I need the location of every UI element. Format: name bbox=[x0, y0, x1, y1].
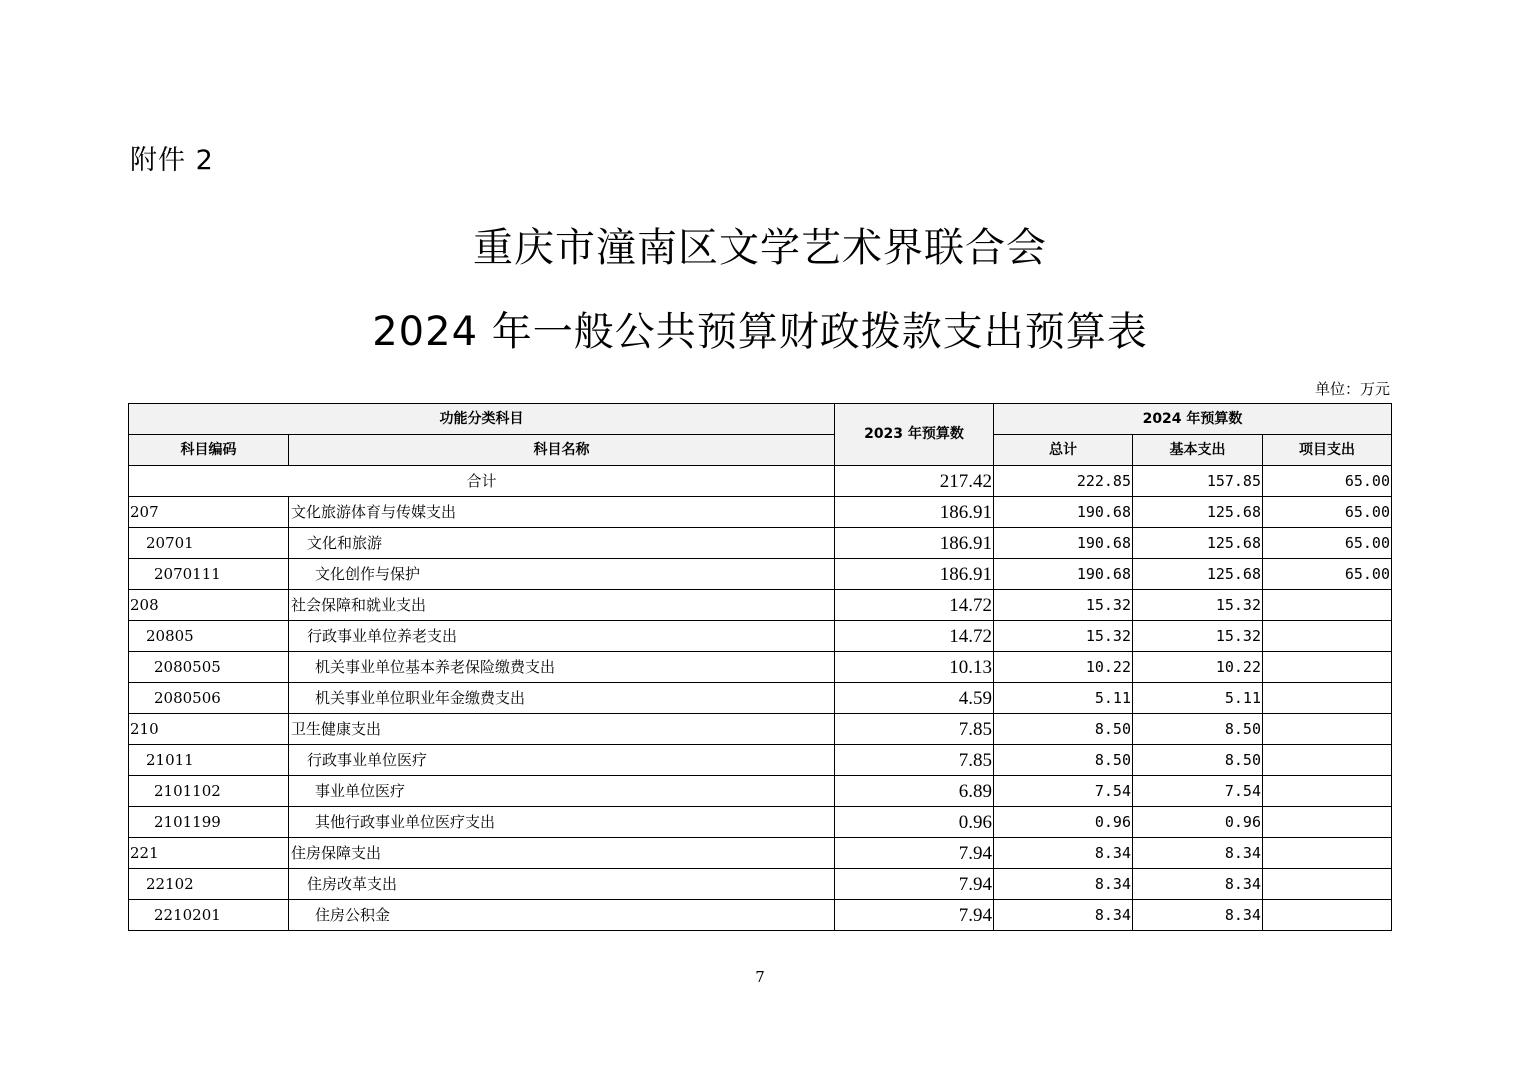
header-budget-2023: 2023 年预算数 bbox=[835, 404, 994, 466]
table-row bbox=[129, 528, 1392, 559]
budget-2023-value: 10.13 bbox=[835, 652, 994, 683]
project-value bbox=[1263, 900, 1392, 931]
header-project: 项目支出 bbox=[1263, 435, 1392, 466]
table-row bbox=[129, 683, 1392, 714]
table-row bbox=[129, 559, 1392, 590]
total-value: 10.22 bbox=[994, 652, 1133, 683]
budget-2023-value: 7.85 bbox=[835, 745, 994, 776]
project-value bbox=[1263, 745, 1392, 776]
subject-name: 行政事业单位养老支出 bbox=[289, 621, 835, 652]
total-value: 8.34 bbox=[994, 900, 1133, 931]
budget-2023-value: 7.94 bbox=[835, 900, 994, 931]
subject-code: 20701 bbox=[129, 528, 289, 559]
budget-2023-value: 0.96 bbox=[835, 807, 994, 838]
total-label: 合计 bbox=[129, 466, 835, 497]
total-value: 8.34 bbox=[994, 869, 1133, 900]
total-value: 15.32 bbox=[994, 590, 1133, 621]
subject-code: 210 bbox=[129, 714, 289, 745]
basic-value: 8.34 bbox=[1133, 838, 1263, 869]
document-subtitle: 2024 年一般公共预算财政拨款支出预算表 bbox=[372, 309, 1148, 355]
project-value bbox=[1263, 683, 1392, 714]
total-row bbox=[129, 466, 1392, 497]
project-value: 65.00 bbox=[1263, 559, 1392, 590]
subject-name: 机关事业单位职业年金缴费支出 bbox=[289, 683, 835, 714]
budget-2023-value: 7.85 bbox=[835, 714, 994, 745]
basic-value: 0.96 bbox=[1133, 807, 1263, 838]
header-code: 科目编码 bbox=[129, 435, 289, 466]
project-value bbox=[1263, 714, 1392, 745]
project-value bbox=[1263, 776, 1392, 807]
subject-name: 机关事业单位基本养老保险缴费支出 bbox=[289, 652, 835, 683]
table-row bbox=[129, 900, 1392, 931]
project-value bbox=[1263, 652, 1392, 683]
total-value: 8.34 bbox=[994, 838, 1133, 869]
budget-2023-value: 186.91 bbox=[835, 497, 994, 528]
basic-value: 125.68 bbox=[1133, 559, 1263, 590]
basic-value: 15.32 bbox=[1133, 590, 1263, 621]
attachment-label: 附件 2 bbox=[130, 145, 214, 176]
subject-code: 20805 bbox=[129, 621, 289, 652]
subject-name: 社会保障和就业支出 bbox=[289, 590, 835, 621]
subject-name: 事业单位医疗 bbox=[289, 776, 835, 807]
table-row bbox=[129, 807, 1392, 838]
subject-code: 2101102 bbox=[129, 776, 289, 807]
header-row-1 bbox=[129, 404, 1392, 435]
table-row bbox=[129, 621, 1392, 652]
basic-value: 125.68 bbox=[1133, 497, 1263, 528]
subject-name: 住房保障支出 bbox=[289, 838, 835, 869]
table-row bbox=[129, 838, 1392, 869]
header-total: 总计 bbox=[994, 435, 1133, 466]
total-value: 190.68 bbox=[994, 528, 1133, 559]
total-value: 8.50 bbox=[994, 714, 1133, 745]
basic-value: 8.50 bbox=[1133, 714, 1263, 745]
total-value: 7.54 bbox=[994, 776, 1133, 807]
table-row bbox=[129, 869, 1392, 900]
project-value bbox=[1263, 621, 1392, 652]
total-value: 15.32 bbox=[994, 621, 1133, 652]
subject-name: 住房改革支出 bbox=[289, 869, 835, 900]
basic-value: 8.34 bbox=[1133, 869, 1263, 900]
project-value bbox=[1263, 807, 1392, 838]
header-name: 科目名称 bbox=[289, 435, 835, 466]
subject-name: 行政事业单位医疗 bbox=[289, 745, 835, 776]
table-row bbox=[129, 652, 1392, 683]
total-project: 65.00 bbox=[1263, 466, 1392, 497]
basic-value: 15.32 bbox=[1133, 621, 1263, 652]
project-value: 65.00 bbox=[1263, 528, 1392, 559]
subject-code: 2070111 bbox=[129, 559, 289, 590]
subject-code: 21011 bbox=[129, 745, 289, 776]
total-basic: 157.85 bbox=[1133, 466, 1263, 497]
table-row bbox=[129, 714, 1392, 745]
header-row-2 bbox=[129, 435, 1392, 466]
subject-code: 22102 bbox=[129, 869, 289, 900]
subject-code: 207 bbox=[129, 497, 289, 528]
budget-2023-value: 6.89 bbox=[835, 776, 994, 807]
table-row bbox=[129, 776, 1392, 807]
budget-2023-value: 186.91 bbox=[835, 528, 994, 559]
subject-code: 221 bbox=[129, 838, 289, 869]
subject-name: 卫生健康支出 bbox=[289, 714, 835, 745]
total-value: 0.96 bbox=[994, 807, 1133, 838]
budget-2023-value: 186.91 bbox=[835, 559, 994, 590]
total-total: 222.85 bbox=[994, 466, 1133, 497]
project-value bbox=[1263, 838, 1392, 869]
subject-name: 文化和旅游 bbox=[289, 528, 835, 559]
header-function-subject: 功能分类科目 bbox=[129, 404, 835, 435]
subject-name: 其他行政事业单位医疗支出 bbox=[289, 807, 835, 838]
unit-label: 单位：万元 bbox=[1314, 380, 1390, 398]
budget-2023-value: 14.72 bbox=[835, 590, 994, 621]
basic-value: 125.68 bbox=[1133, 528, 1263, 559]
header-basic: 基本支出 bbox=[1133, 435, 1263, 466]
project-value bbox=[1263, 869, 1392, 900]
header-budget-2024: 2024 年预算数 bbox=[994, 404, 1392, 435]
project-value: 65.00 bbox=[1263, 497, 1392, 528]
document-title: 重庆市潼南区文学艺术界联合会 bbox=[473, 225, 1047, 271]
budget-2023-value: 4.59 bbox=[835, 683, 994, 714]
subject-code: 2210201 bbox=[129, 900, 289, 931]
budget-2023-value: 7.94 bbox=[835, 869, 994, 900]
total-value: 5.11 bbox=[994, 683, 1133, 714]
total-budget-2023: 217.42 bbox=[835, 466, 994, 497]
subject-name: 文化旅游体育与传媒支出 bbox=[289, 497, 835, 528]
subject-name: 文化创作与保护 bbox=[289, 559, 835, 590]
budget-2023-value: 7.94 bbox=[835, 838, 994, 869]
budget-table bbox=[128, 403, 1392, 931]
budget-2023-value: 14.72 bbox=[835, 621, 994, 652]
table-row bbox=[129, 745, 1392, 776]
subject-code: 208 bbox=[129, 590, 289, 621]
total-value: 8.50 bbox=[994, 745, 1133, 776]
project-value bbox=[1263, 590, 1392, 621]
basic-value: 5.11 bbox=[1133, 683, 1263, 714]
subject-code: 2080505 bbox=[129, 652, 289, 683]
basic-value: 8.50 bbox=[1133, 745, 1263, 776]
basic-value: 8.34 bbox=[1133, 900, 1263, 931]
table-row bbox=[129, 590, 1392, 621]
basic-value: 7.54 bbox=[1133, 776, 1263, 807]
table-row bbox=[129, 497, 1392, 528]
subject-code: 2101199 bbox=[129, 807, 289, 838]
basic-value: 10.22 bbox=[1133, 652, 1263, 683]
page-number: 7 bbox=[755, 968, 765, 986]
total-value: 190.68 bbox=[994, 559, 1133, 590]
subject-name: 住房公积金 bbox=[289, 900, 835, 931]
total-value: 190.68 bbox=[994, 497, 1133, 528]
subject-code: 2080506 bbox=[129, 683, 289, 714]
